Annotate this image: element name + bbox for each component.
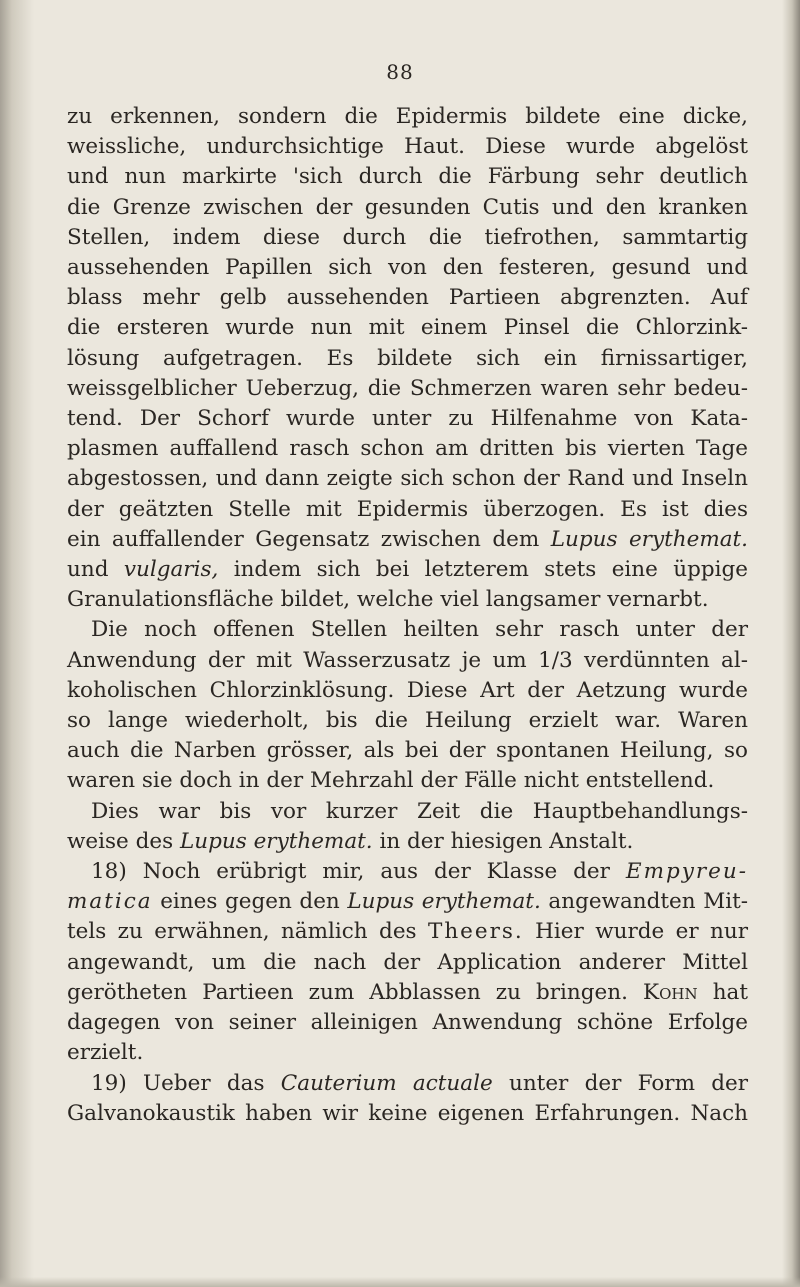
text-line: abgestossen, und dann zeigte sich schon der Rand und Inseln xyxy=(67,466,748,492)
text-line: blass mehr gelb aussehenden Partieen abgrenzten. Auf xyxy=(67,285,748,311)
text-segment: Hier wurde er nur xyxy=(535,919,748,945)
text-segment: weise des xyxy=(67,828,174,854)
text-line xyxy=(67,525,748,555)
text-line xyxy=(67,1069,748,1099)
text-segment: 19) Ueber das xyxy=(91,1070,265,1096)
text-segment: Anwendung der mit Wasserzusatz je um xyxy=(67,647,527,673)
text-segment: eines gegen den xyxy=(160,889,340,915)
text-segment: hat xyxy=(712,979,748,1005)
text-segment: und xyxy=(67,557,109,583)
text-segment: angewandten Mit- xyxy=(548,889,748,915)
page-edge-right xyxy=(782,0,800,1287)
body-text xyxy=(67,102,748,1129)
text-line: und nun markirte 'sich durch die Färbung sehr deutlich xyxy=(67,164,748,190)
text-line: weissgelblicher Ueberzug, die Schmerzen waren sehr bedeu- xyxy=(67,375,748,401)
text-line: so lange wiederholt, bis die Heilung erzielt war. Waren xyxy=(67,708,748,734)
text-line: plasmen auffallend rasch schon am dritten bis vierten Tage xyxy=(67,436,748,462)
text-line: koholischen Chlorzinklösung. Diese Art der Aetzung wurde xyxy=(67,677,748,703)
page-number: 88 xyxy=(386,60,414,84)
text-line: tend. Der Schorf wurde unter zu Hilfenahme von Kata- xyxy=(67,406,748,432)
fraction: 1/3 xyxy=(538,647,573,673)
text-line: aussehenden Papillen sich von den festeren, gesund und xyxy=(67,255,748,281)
text-line xyxy=(67,827,748,857)
text-line: dagegen von seiner alleinigen Anwendung schöne Erfolge xyxy=(67,1010,748,1036)
spaced-term: Theers. xyxy=(427,919,524,945)
italic-term: Empyreu- xyxy=(625,859,748,885)
text-line xyxy=(67,887,748,917)
text-line: die ersteren wurde nun mit einem Pinsel die Chlorzink- xyxy=(67,315,748,341)
text-segment: unter der Form der xyxy=(508,1070,749,1096)
italic-term: matica xyxy=(67,889,153,915)
page-edge-bottom xyxy=(0,1277,800,1287)
text-segment: tels zu erwähnen, nämlich des xyxy=(67,919,417,945)
text-line: Galvanokaustik haben wir keine eigenen Erfahrungen. Nach xyxy=(67,1100,748,1126)
text-line xyxy=(67,917,748,947)
text-line: Granulationsfläche bildet, welche viel langsamer vernarbt. xyxy=(67,587,709,613)
italic-term: vulgaris, xyxy=(123,557,219,583)
text-segment: indem sich bei letzterem stets eine üppige xyxy=(233,557,748,583)
italic-term: Cauterium actuale xyxy=(280,1070,493,1096)
text-line xyxy=(67,857,748,887)
text-line: waren sie doch in der Mehrzahl der Fälle nicht entstellend. xyxy=(67,768,715,794)
text-line: der geätzten Stelle mit Epidermis überzogen. Es ist dies xyxy=(67,496,748,522)
text-line: lösung aufgetragen. Es bildete sich ein firnissartiger, xyxy=(67,345,748,371)
author-name: Kohn xyxy=(643,979,698,1005)
text-line xyxy=(67,978,748,1008)
text-segment: verdünnten al- xyxy=(584,647,748,673)
text-segment: ein auffallender Gegensatz zwischen dem xyxy=(67,526,540,552)
text-line: weissliche, undurchsichtige Haut. Diese wurde abgelöst xyxy=(67,134,748,160)
text-line: Dies war bis vor kurzer Zeit die Hauptbehandlungs- xyxy=(91,798,748,824)
text-line xyxy=(67,555,748,585)
text-line: zu erkennen, sondern die Epidermis bildete eine dicke, xyxy=(67,104,748,129)
text-line: Die noch offenen Stellen heilten sehr rasch unter der xyxy=(91,617,748,643)
text-segment: in der hiesigen Anstalt. xyxy=(379,828,634,854)
italic-term: Lupus erythemat. xyxy=(550,526,749,552)
text-line: auch die Narben grösser, als bei der spontanen Heilung, so xyxy=(67,738,748,764)
text-line: die Grenze zwischen der gesunden Cutis und den kranken xyxy=(67,194,748,220)
page-edge-left xyxy=(0,0,34,1287)
text-line xyxy=(67,646,748,676)
text-line: erzielt. xyxy=(67,1040,144,1066)
text-line: Stellen, indem diese durch die tiefrothen, sammtartig xyxy=(67,224,748,250)
text-segment: 18) Noch erübrigt mir, aus der Klasse der xyxy=(91,859,610,885)
italic-term: Lupus erythemat. xyxy=(347,889,541,915)
text-line: angewandt, um die nach der Application anderer Mittel xyxy=(67,949,748,975)
text-segment: gerötheten Partieen zum Abblassen zu bringen. xyxy=(67,979,628,1005)
italic-term: Lupus erythemat. xyxy=(179,828,373,854)
